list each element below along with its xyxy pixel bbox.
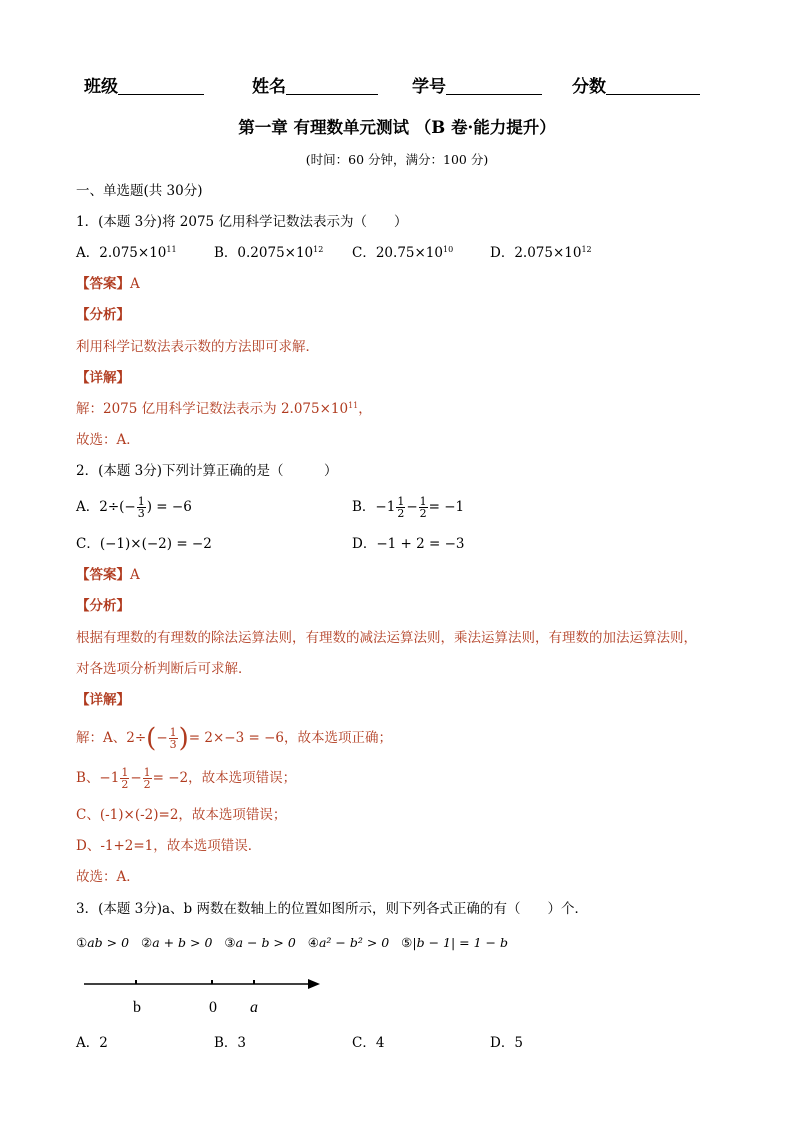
s1-number: ① — [76, 935, 88, 950]
q1-option-a: A．$2.075\times 10^{11}$ — [76, 245, 177, 261]
q3-stem: 3．(本题 3分)a、b 两数在数轴上的位置如图所示，则下列各式正确的有（ ）个． — [76, 901, 588, 917]
label-0: 0 — [209, 999, 217, 1016]
id-label: 学号 — [412, 77, 446, 97]
q2-choose: 故选：A． — [76, 869, 140, 885]
q2-stem: 2．(本题 3分)下列计算正确的是（ ） — [76, 463, 338, 479]
class-field — [84, 72, 204, 97]
q3-statements: ①ab > 0 ②a + b > 0 ③a − b > 0 ④a² − b² > 0 ⑤|b − 1| = 1 − b — [76, 935, 508, 950]
q1-answer: 【答案】A — [76, 276, 140, 292]
id-blank[interactable] — [446, 76, 542, 95]
name-field — [252, 72, 378, 97]
time-note: (时间：60 分钟，满分：100 分) — [305, 152, 489, 167]
q1-option-d: D．$2.075\times 10^{12}$ — [490, 245, 592, 261]
q2-detail-d: D、-1+2=1，故本选项错误． — [76, 838, 262, 854]
s3-number: ③ — [224, 935, 236, 950]
q1-detail-tag: 【详解】 — [76, 370, 130, 386]
id-field — [412, 72, 542, 97]
q3-option-c: C．4 — [352, 1035, 385, 1051]
score-label: 分数 — [572, 77, 606, 97]
q2-analysis-tag: 【分析】 — [76, 598, 130, 614]
score-field — [572, 72, 700, 97]
q1-option-b: B．$0.2075\times 10^{12}$ — [214, 245, 324, 261]
q2-option-a: A．2÷(− $\frac{1}{3}$ ) = −6 — [76, 495, 192, 520]
q1-detail: 解：2075 亿用科学记数法表示为 $2.075\times 10^{11}$， — [76, 401, 372, 417]
q2-detail-tag: 【详解】 — [76, 692, 130, 708]
number-line-diagram — [76, 970, 336, 1020]
q1-choose: 故选：A． — [76, 432, 140, 448]
label-a: a — [250, 999, 258, 1016]
s4-number: ④ — [307, 935, 319, 950]
s2-number: ② — [140, 935, 153, 950]
q1-analysis-tag: 【分析】 — [76, 307, 130, 323]
q2-option-d: D．−1 + 2 = −3 — [352, 536, 465, 552]
q2-answer: 【答案】A — [76, 567, 140, 583]
q2-analysis-line2: 对各选项分析判断后可求解． — [76, 661, 252, 677]
q2-option-c: C．(−1)×(−2) = −2 — [76, 536, 212, 552]
class-label: 班级 — [84, 77, 118, 97]
axis-arrow — [308, 979, 320, 989]
q1-stem: 1．(本题 3分)将 2075 亿用科学记数法表示为（ ） — [76, 214, 408, 230]
score-blank[interactable] — [606, 76, 700, 95]
name-label: 姓名 — [252, 77, 286, 97]
q2-detail-a: 解：A、2÷(− $\frac{1}{3}$ )= 2×−3 = −6，故本选项正确； — [76, 723, 392, 754]
class-blank[interactable] — [118, 76, 204, 95]
q1-analysis: 利用科学记数法表示数的方法即可求解． — [76, 339, 319, 355]
q1-option-c: C．$20.75\times 10^{10}$ — [352, 245, 454, 261]
q3-option-b: B．3 — [214, 1035, 247, 1051]
q2-detail-b: B、−1 $\frac{1}{2}$ − $\frac{1}{2}$ = −2，故本选项错误； — [76, 766, 297, 791]
section-heading: 一、单选题(共 30分) — [76, 183, 203, 199]
s5-number: ⑤ — [401, 935, 413, 950]
label-b: b — [133, 999, 141, 1016]
q2-analysis-line1: 根据有理数的有理数的除法运算法则，有理数的减法运算法则，乘法运算法则，有理数的加法运算法则， — [76, 630, 697, 646]
q3-option-d: D．5 — [490, 1035, 523, 1051]
q3-option-a: A．2 — [76, 1035, 108, 1051]
q2-option-b: B．−1 $\frac{1}{2}$ − $\frac{1}{2}$ = −1 — [352, 495, 465, 520]
q2-detail-c: C、(-1)×(-2)=2，故本选项错误； — [76, 807, 287, 823]
name-blank[interactable] — [286, 76, 378, 95]
page-title: 第一章 有理数单元测试 （B 卷·能力提升） — [238, 118, 556, 137]
